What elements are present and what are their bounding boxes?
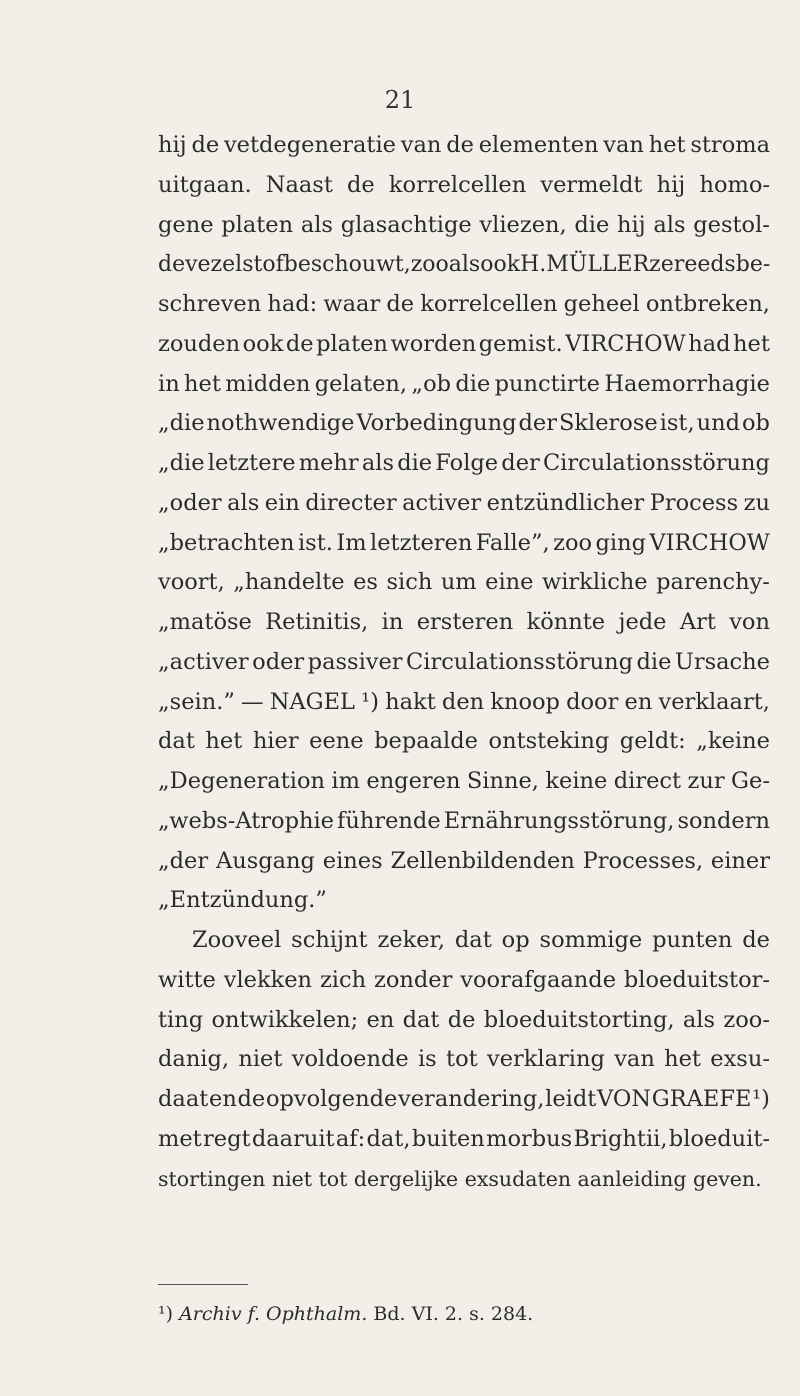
- footnote-rule: [158, 1284, 248, 1285]
- text-line: voort, „handelte es sich um eine wirkliche parenchy-: [158, 569, 770, 596]
- footnote-marker: ¹): [158, 1303, 174, 1325]
- body-text: [158, 126, 770, 1199]
- text-line: de vezelstof beschouwt, zooals ook H. MÜLLER ze reeds be-: [158, 252, 771, 278]
- text-line: hij de vetdegeneratie van de elementen van het stroma: [158, 132, 770, 158]
- text-line: daat en de opvolgende verandering, leidt VON GRAEFE ¹): [158, 1086, 770, 1112]
- text-line: „oder als ein directer activer entzündlicher Process zu: [158, 489, 770, 516]
- text-line: „die nothwendige Vorbedingung der Sklerose ist, und ob: [158, 410, 770, 437]
- text-line: stortingen niet tot dergelijke exsudaten aanleiding geven.: [158, 1166, 762, 1191]
- text-line: „sein.” — NAGEL ¹) hakt den knoop door en verklaart,: [158, 688, 770, 715]
- text-line: Zooveel schijnt zeker, dat op sommige punten de: [192, 927, 770, 953]
- footnote-reference: Bd. VI. 2. s. 284.: [373, 1303, 534, 1325]
- text-line: „Entzündung.”: [158, 887, 327, 914]
- text-line: in het midden gelaten, „ob die punctirte Haemorrhagie: [158, 370, 770, 397]
- text-line: dat het hier eene bepaalde ontsteking geldt: „keine: [158, 728, 770, 755]
- text-line: zouden ook de platen worden gemist. VIRCHOW had het: [158, 330, 770, 357]
- text-line: „matöse Retinitis, in ersteren könnte jede Art von: [158, 609, 770, 635]
- text-line: uitgaan. Naast de korrelcellen vermeldt hij homo-: [158, 171, 770, 198]
- text-line: witte vlekken zich zonder voorafgaande bloeduitstor-: [158, 966, 770, 993]
- text-line: „betrachten ist. Im letzteren Falle”, zoo ging VIRCHOW: [158, 529, 770, 556]
- text-line: ting ontwikkelen; en dat de bloeduitstorting, als zoo-: [158, 1006, 770, 1033]
- text-line: „activer oder passiver Circulationsstörung die Ursache: [158, 648, 770, 675]
- text-line: met regt daaruit af: dat, buiten morbus Brightii, bloeduit-: [158, 1125, 770, 1152]
- text-line: gene platen als glasachtige vliezen, die hij als gestol-: [158, 211, 770, 238]
- text-line: „Degeneration im engeren Sinne, keine direct zur Ge-: [158, 768, 770, 794]
- text-line: danig, niet voldoende is tot verklaring van het exsu-: [158, 1046, 770, 1073]
- text-line: „die letztere mehr als die Folge der Circulationsstörung: [158, 450, 770, 476]
- page-number: 21: [384, 86, 416, 114]
- text-line: schreven had: waar de korrelcellen geheel ontbreken,: [158, 291, 770, 317]
- text-line: „der Ausgang eines Zellenbildenden Processes, einer: [158, 847, 770, 874]
- footnote-source: Archiv f. Ophthalm.: [179, 1303, 368, 1325]
- text-line: „webs-Atrophie führende Ernährungsstörung, sondern: [158, 807, 770, 834]
- footnote: [158, 1303, 533, 1325]
